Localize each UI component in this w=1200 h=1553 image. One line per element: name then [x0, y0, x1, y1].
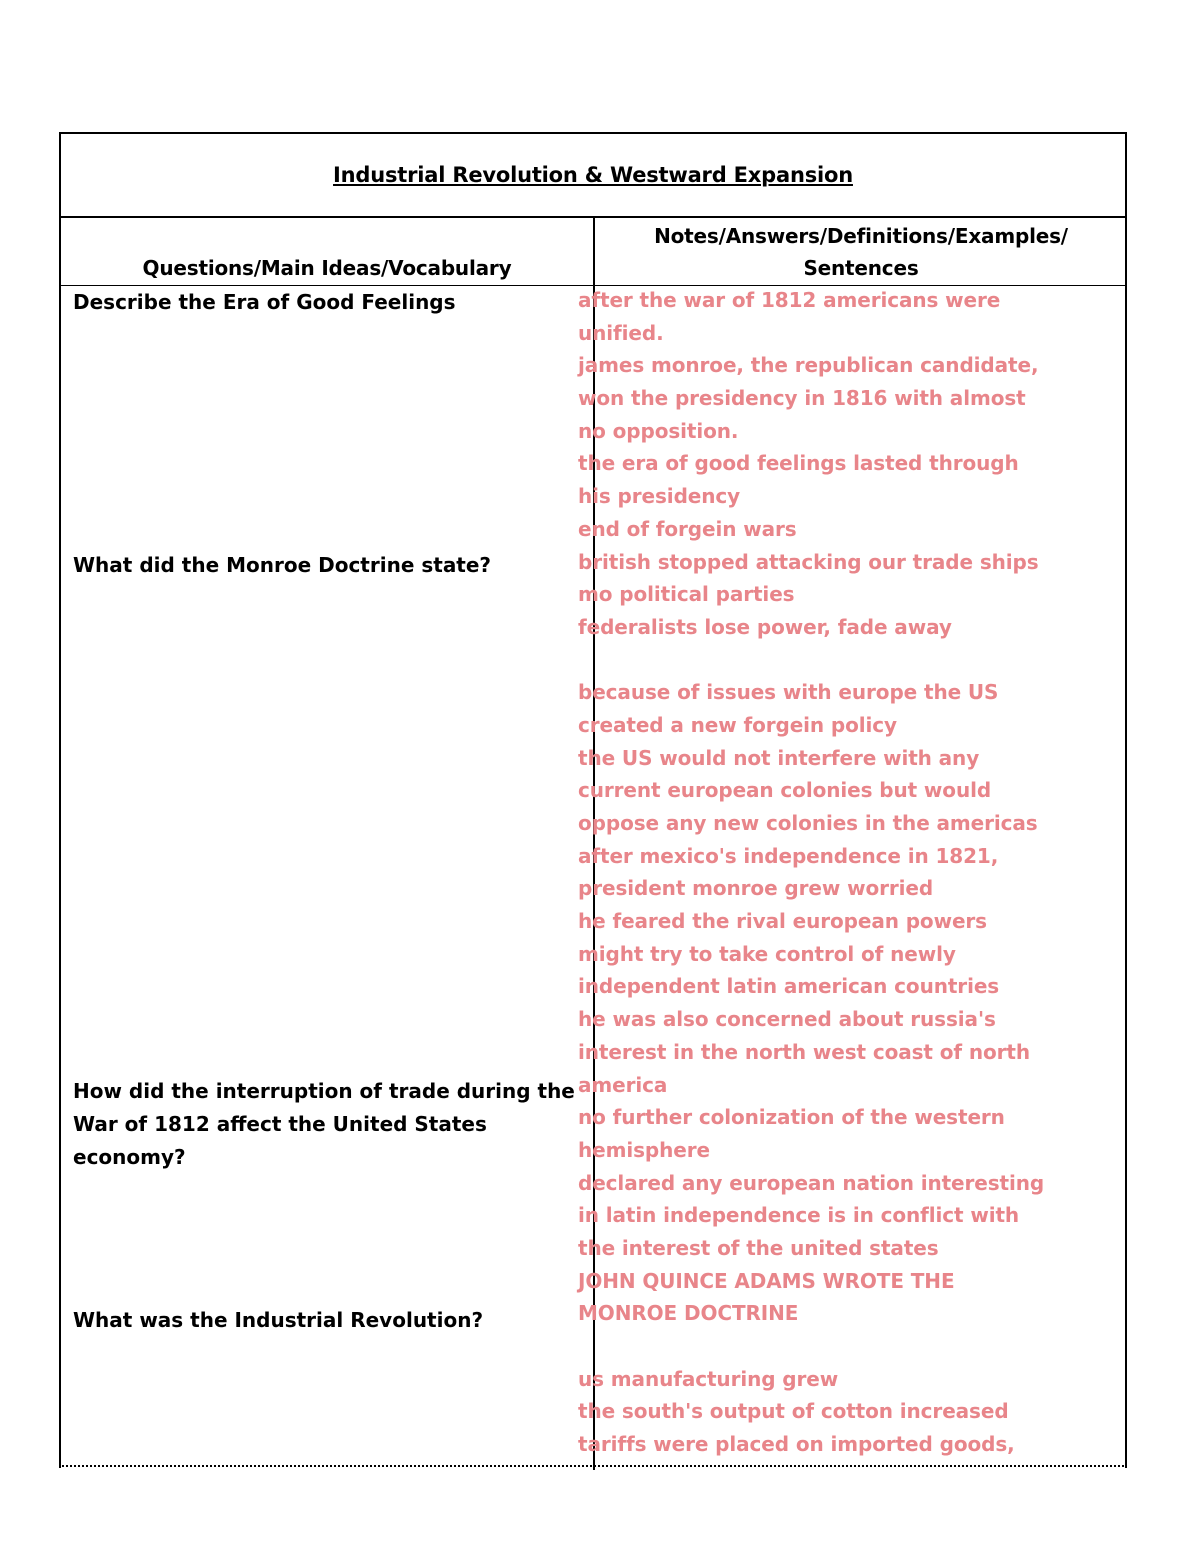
note-line	[578, 1330, 1068, 1363]
right-header-line-1: Notes/Answers/Definitions/Examples/	[654, 224, 1068, 248]
note-line: because of issues with europe the US	[578, 680, 999, 705]
note-line: end of forgein wars	[578, 516, 797, 541]
note-line: JOHN QUINCE ADAMS WROTE THE	[578, 1268, 955, 1293]
note-line: independent latin american countries	[578, 974, 1000, 999]
notes-column	[578, 284, 1068, 1461]
note-line: president monroe grew worried	[578, 876, 934, 901]
note-line: in latin independence is in conflict with	[578, 1203, 1020, 1228]
note-line: MONROE DOCTRINE	[578, 1301, 799, 1326]
note-line: unified.	[578, 320, 664, 345]
note-line: he feared the rival european powers	[578, 909, 987, 934]
note-line: current european colonies but would	[578, 778, 992, 803]
note-line: created a new forgein policy	[578, 712, 897, 737]
note-line: after the war of 1812 americans were	[578, 288, 1001, 312]
page-bottom-rule	[59, 1465, 1127, 1467]
note-line: hemisphere	[578, 1137, 710, 1162]
title-cell	[61, 134, 1125, 218]
right-column-header	[595, 220, 1127, 284]
note-line: he was also concerned about russia's	[578, 1007, 996, 1032]
note-line: tariffs were placed on imported goods,	[578, 1432, 1015, 1457]
note-line: might try to take control of newly	[578, 941, 956, 966]
note-line: after mexico's independence in 1821,	[578, 843, 999, 868]
note-line: oppose any new colonies in the americas	[578, 811, 1038, 835]
note-line: no opposition.	[578, 418, 739, 443]
note-line: interest in the north west coast of north	[578, 1039, 1030, 1064]
left-column-header: Questions/Main Ideas/Vocabulary	[142, 256, 512, 280]
note-line: federalists lose power, fade away	[578, 614, 952, 639]
note-line: mo political parties	[578, 582, 795, 607]
note-line: the era of good feelings lasted through	[578, 451, 1019, 476]
note-line: the south's output of cotton increased	[578, 1399, 1009, 1424]
right-header-line-2: Sentences	[803, 256, 919, 280]
note-line: no further colonization of the western	[578, 1105, 1005, 1130]
note-line: won the presidency in 1816 with almost	[578, 386, 1026, 411]
note-line: us manufacturing grew	[578, 1366, 839, 1391]
note-line: the US would not interfere with any	[578, 745, 980, 770]
note-line: america	[578, 1072, 668, 1097]
question-trade-interruption: How did the interruption of trade during the War of 1812 affect the United States economy?	[73, 1079, 575, 1169]
note-line: james monroe, the republican candidate,	[578, 353, 1039, 378]
note-line: british stopped attacking our trade ships	[578, 549, 1039, 574]
note-line: declared any european nation interesting	[578, 1170, 1045, 1195]
question-era-of-good-feelings: Describe the Era of Good Feelings	[73, 290, 456, 314]
document-title: Industrial Revolution & Westward Expansion	[333, 163, 853, 187]
note-line: the interest of the united states	[578, 1235, 939, 1260]
note-line: his presidency	[578, 484, 741, 509]
question-monroe-doctrine: What did the Monroe Doctrine state?	[73, 553, 492, 577]
note-line	[578, 644, 1068, 677]
question-industrial-revolution: What was the Industrial Revolution?	[73, 1308, 484, 1332]
